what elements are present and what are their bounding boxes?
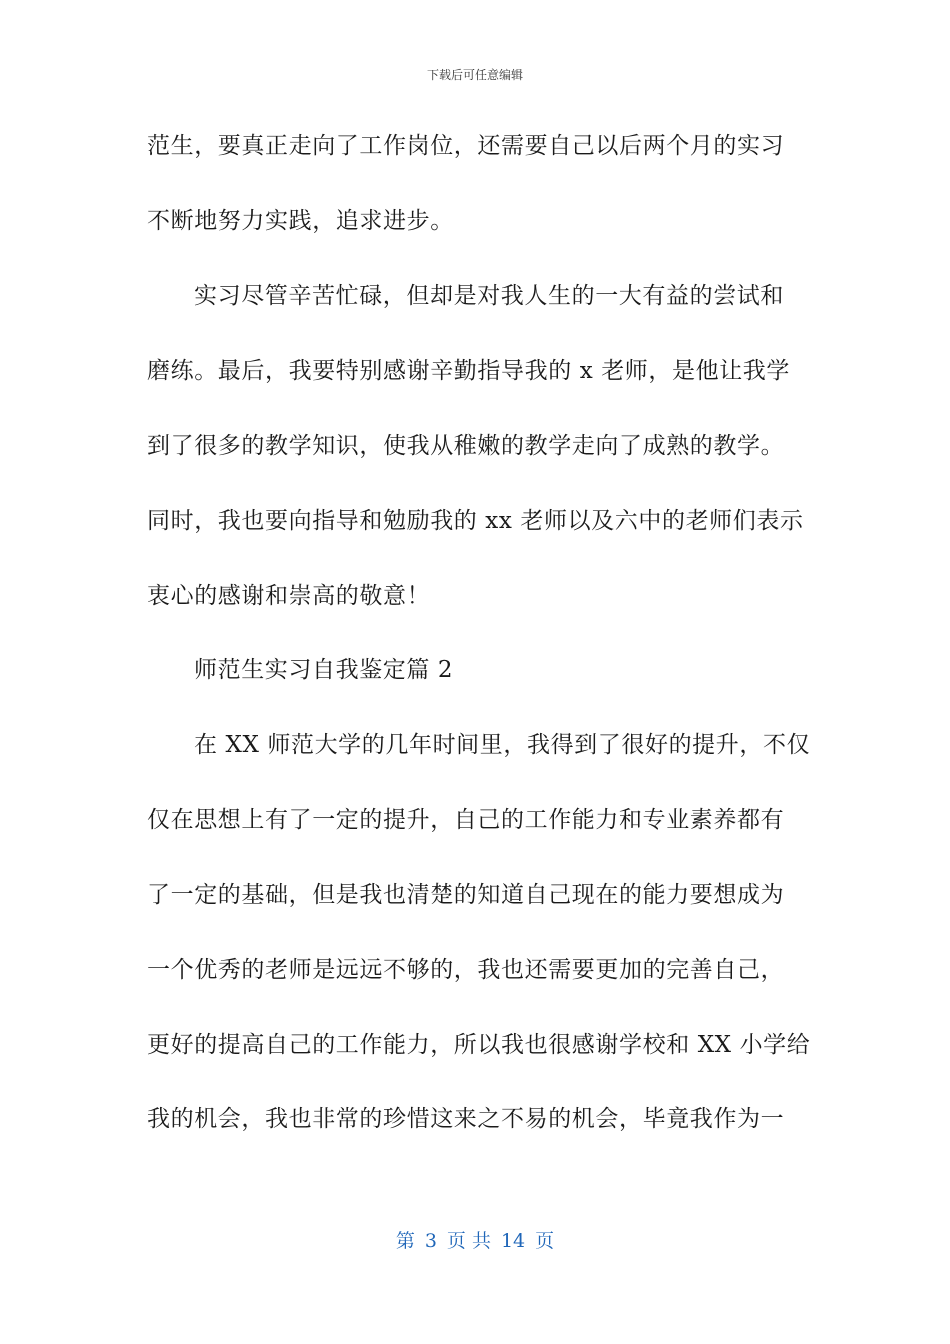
section-heading: 师范生实习自我鉴定篇 2 [194, 657, 454, 683]
paragraph-line: 范生，要真正走向了工作岗位，还需要自己以后两个月的实习 [147, 133, 785, 159]
footer-label-end: 页 [535, 1230, 555, 1252]
paragraph-line: 同时，我也要向指导和勉励我的 xx 老师以及六中的老师们表示 [147, 508, 804, 534]
paragraph-line: 了一定的基础，但是我也清楚的知道自己现在的能力要想成为 [147, 882, 785, 908]
paragraph-line: 在 XX 师范大学的几年时间里，我得到了很好的提升，不仅 [194, 732, 811, 758]
paragraph-line: 我的机会，我也非常的珍惜这来之不易的机会，毕竟我作为一 [147, 1106, 785, 1132]
page-footer [0, 1226, 950, 1253]
paragraph-line: 一个优秀的老师是远远不够的，我也还需要更加的完善自己， [147, 957, 785, 983]
paragraph-line: 到了很多的教学知识，使我从稚嫩的教学走向了成熟的教学。 [147, 433, 785, 459]
paragraph-line: 实习尽管辛苦忙碌，但却是对我人生的一大有益的尝试和 [194, 283, 784, 309]
current-page-number: 3 [424, 1230, 437, 1252]
footer-label-page: 第 [395, 1230, 415, 1252]
paragraph-line: 不断地努力实践，追求进步。 [147, 208, 454, 234]
paragraph-line: 磨练。最后，我要特别感谢辛勤指导我的 x 老师，是他让我学 [147, 358, 790, 384]
page-header: 下载后可任意编辑 [426, 68, 523, 82]
paragraph-line: 仅在思想上有了一定的提升，自己的工作能力和专业素养都有 [147, 807, 785, 833]
paragraph-line: 更好的提高自己的工作能力，所以我也很感谢学校和 XX 小学给 [147, 1032, 811, 1058]
paragraph-line: 衷心的感谢和崇高的敬意！ [147, 583, 431, 609]
footer-label-of: 页 共 [446, 1230, 491, 1252]
total-pages-number: 14 [500, 1230, 526, 1252]
